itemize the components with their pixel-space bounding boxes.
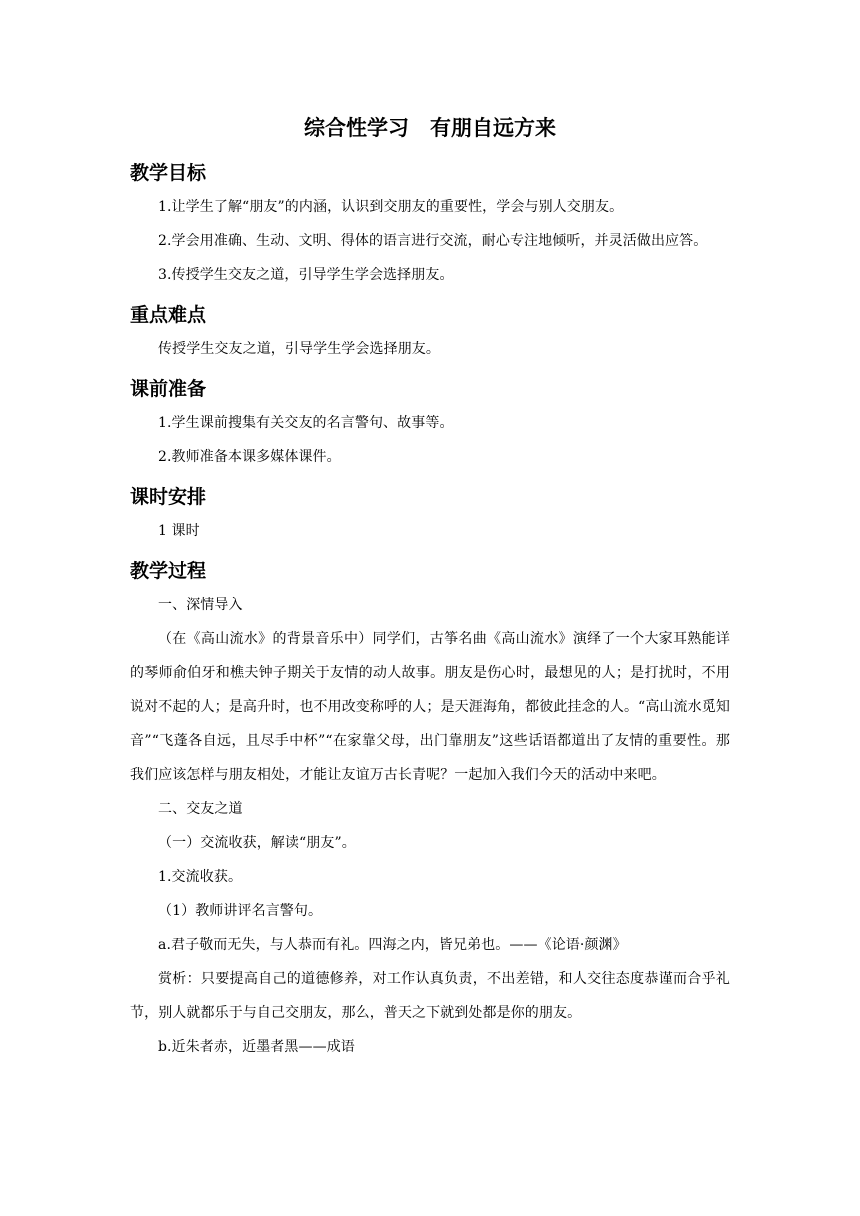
paragraph: （一）交流收获，解读“朋友”。	[158, 835, 356, 851]
paragraph: a.君子敬而无失，与人恭而有礼。四海之内，皆兄弟也。——《论语·颜渊》	[158, 937, 627, 953]
section-goals	[130, 156, 730, 292]
paragraph: 二、交友之道	[158, 801, 243, 817]
paragraph: 1.学生课前搜集有关交友的名言警句、故事等。	[158, 415, 454, 431]
paragraph: 赏析：只要提高自己的道德修养，对工作认真负责，不出差错，和人交往态度恭谨而合乎礼节，别人就都乐于与自己交朋友，那么，普天之下就到处都是你的朋友。	[130, 971, 730, 1021]
section-heading: 教学目标	[130, 162, 207, 184]
section-heading: 教学过程	[130, 560, 207, 582]
paragraph: （1）教师讲评名言警句。	[158, 903, 323, 919]
paragraph: b.近朱者赤，近墨者黑——成语	[158, 1039, 355, 1055]
section-heading: 课前准备	[130, 378, 207, 400]
document-body	[130, 156, 730, 1064]
section-heading: 课时安排	[130, 486, 207, 508]
section-process	[130, 554, 730, 1064]
section-heading: 重点难点	[130, 304, 207, 326]
paragraph: 2.学会用准确、生动、文明、得体的语言进行交流，耐心专注地倾听，并灵活做出应答。	[158, 233, 708, 249]
paragraph: 1.让学生了解“朋友”的内涵，认识到交朋友的重要性，学会与别人交朋友。	[158, 199, 624, 215]
document-title: 综合性学习 有朋自远方来	[304, 116, 556, 140]
section-schedule	[130, 480, 730, 548]
paragraph: （在《高山流水》的背景音乐中）同学们，古筝名曲《高山流水》演绎了一个大家耳熟能详的琴师俞伯牙和樵夫钟子期关于友情的动人故事。朋友是伤心时，最想见的人；是打扰时，不用说对不起的人；是高升时，也不用改变称呼的人；是天涯海角，都彼此挂念的人。“高山流水觅知音”“飞蓬各自远，且尽手中杯”“在家靠父母，出门靠朋友”这些话语都道出了友情的重要性。那我们应该怎样与朋友相处，才能让友谊万古长青呢？一起加入我们今天的活动中来吧。	[130, 631, 730, 783]
paragraph: 1 课时	[158, 523, 200, 539]
paragraph: 传授学生交友之道，引导学生学会选择朋友。	[158, 341, 440, 357]
section-preparation	[130, 372, 730, 474]
paragraph: 一、深情导入	[158, 597, 243, 613]
paragraph: 3.传授学生交友之道，引导学生学会选择朋友。	[158, 267, 454, 283]
paragraph: 2.教师准备本课多媒体课件。	[158, 449, 341, 465]
paragraph: 1.交流收获。	[158, 869, 243, 885]
section-key-points	[130, 298, 730, 366]
